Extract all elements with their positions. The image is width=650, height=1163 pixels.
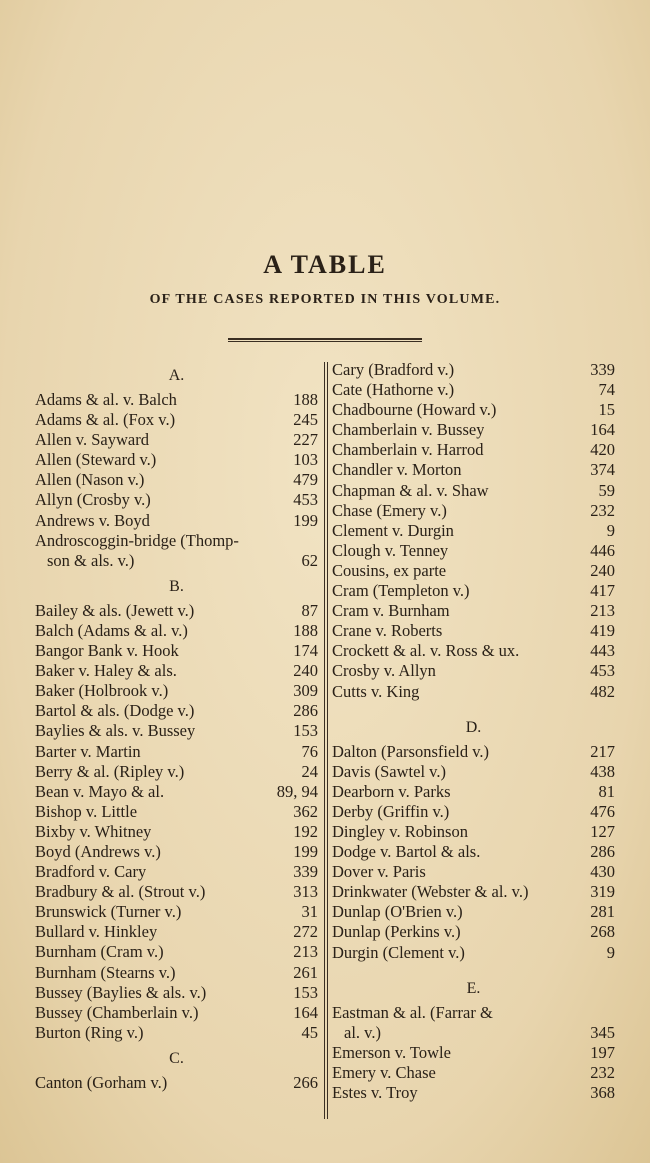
page-number: 153 — [293, 721, 318, 741]
table-entry — [332, 400, 615, 420]
case-name: Burton (Ring v.) — [35, 1022, 144, 1042]
table-entry — [332, 882, 615, 902]
table-entry — [332, 621, 615, 641]
page-number: 199 — [293, 510, 318, 530]
page-number: 419 — [590, 621, 615, 641]
table-entry — [35, 661, 318, 681]
case-name: Bartol & als. (Dodge v.) — [35, 701, 195, 721]
table-entry — [35, 822, 318, 842]
table-entry — [332, 641, 615, 661]
page-number: 482 — [590, 681, 615, 701]
case-name: Dunlap (Perkins v.) — [332, 922, 461, 942]
table-entry — [332, 601, 615, 621]
table-entry — [35, 963, 318, 983]
page-number: 62 — [301, 550, 318, 570]
case-name: Cram (Templeton v.) — [332, 581, 470, 601]
case-name: Adams & al. v. Balch — [35, 390, 177, 409]
table-entry — [332, 481, 615, 501]
table-entry — [332, 822, 615, 842]
title-rule — [228, 338, 422, 342]
table-entry — [332, 742, 615, 762]
case-name: Bradford v. Cary — [35, 862, 147, 882]
table-entry — [35, 701, 318, 721]
table-entry — [332, 802, 615, 822]
page-number: 345 — [590, 1022, 615, 1042]
case-name: Estes v. Troy — [332, 1083, 418, 1102]
case-name: Bailey & als. (Jewett v.) — [35, 600, 195, 620]
page-number: 9 — [606, 942, 615, 962]
table-entry — [35, 1023, 318, 1043]
page-number: 430 — [590, 862, 615, 882]
page-number: 199 — [293, 841, 318, 861]
case-name: Baker v. Haley & als. — [35, 661, 177, 681]
case-name: Chamberlain v. Bussey — [332, 420, 485, 440]
table-entry — [35, 390, 318, 410]
table-entry — [35, 862, 318, 882]
table-entry — [35, 882, 318, 902]
table-entry — [35, 842, 318, 862]
section-letter: B. — [169, 577, 184, 595]
case-name: Dover v. Paris — [332, 862, 426, 882]
table-entry — [332, 943, 615, 963]
case-name: Dingley v. Robinson — [332, 821, 468, 841]
page-number: 266 — [293, 1072, 318, 1092]
page-number: 213 — [293, 942, 318, 962]
table-entry — [332, 842, 615, 862]
case-name: Bussey (Baylies & als. v.) — [35, 982, 207, 1002]
table-entry — [35, 450, 318, 470]
table-entry — [35, 430, 318, 450]
page-number: 446 — [590, 540, 615, 560]
case-name: Eastman & al. (Farrar & — [332, 1002, 493, 1022]
page-number: 192 — [293, 821, 318, 841]
page-number: 45 — [301, 1022, 318, 1042]
table-entry — [332, 561, 615, 581]
column-divider — [324, 362, 325, 1119]
page-number: 476 — [590, 801, 615, 821]
table-entry — [332, 501, 615, 521]
case-name: Baylies & als. v. Bussey — [35, 721, 196, 741]
page-number: 479 — [293, 470, 318, 490]
case-name: Bishop v. Little — [35, 801, 138, 821]
case-name: Bean v. Mayo & al. — [35, 781, 165, 801]
case-name: Dunlap (O'Brien v.) — [332, 902, 463, 922]
case-name: Crane v. Roberts — [332, 621, 443, 641]
page-number: 240 — [590, 560, 615, 580]
case-name: Bixby v. Whitney — [35, 821, 152, 841]
table-entry — [35, 922, 318, 942]
case-name: Crosby v. Allyn — [332, 661, 436, 681]
page-number: 438 — [590, 761, 615, 781]
page-number: 164 — [590, 420, 615, 440]
table-entry — [332, 420, 615, 440]
page-number: 74 — [598, 380, 615, 400]
case-name-continued: al. v.) — [344, 1022, 381, 1042]
table-entry — [332, 380, 615, 400]
page-number: 417 — [590, 581, 615, 601]
table-entry — [35, 641, 318, 661]
section-letter: C. — [169, 1049, 184, 1067]
case-name: Bangor Bank v. Hook — [35, 641, 179, 661]
page-number: 286 — [293, 701, 318, 721]
case-name: Emery v. Chase — [332, 1062, 436, 1082]
table-entry — [332, 1043, 615, 1063]
case-name: Cary (Bradford v.) — [332, 360, 455, 379]
page-number: 313 — [293, 882, 318, 902]
page-number: 213 — [590, 601, 615, 621]
page-number: 453 — [293, 490, 318, 510]
table-entry — [332, 902, 615, 922]
page-number: 9 — [606, 520, 615, 540]
table-entry — [35, 721, 318, 741]
table-entry — [332, 862, 615, 882]
table-entry — [332, 682, 615, 702]
case-name: Cram v. Burnham — [332, 601, 450, 621]
case-name: Chamberlain v. Harrod — [332, 440, 484, 460]
case-name: Canton (Gorham v.) — [35, 1072, 168, 1092]
table-entry — [332, 661, 615, 681]
page-subtitle: OF THE CASES REPORTED IN THIS VOLUME. — [149, 292, 501, 307]
page-title: A TABLE — [263, 250, 387, 279]
case-name: Allen (Nason v.) — [35, 470, 145, 490]
page-number: 420 — [590, 440, 615, 460]
page-number: 232 — [590, 500, 615, 520]
case-name: Cate (Hathorne v.) — [332, 380, 455, 400]
page-number: 188 — [293, 620, 318, 640]
page-number: 217 — [590, 741, 615, 761]
table-entry — [332, 360, 615, 380]
table-entry — [35, 490, 318, 510]
table-entry — [35, 511, 318, 531]
page-number: 362 — [293, 801, 318, 821]
case-name: Crockett & al. v. Ross & ux. — [332, 641, 520, 661]
table-entry — [35, 470, 318, 490]
table-entry — [332, 440, 615, 460]
case-name: Chadbourne (Howard v.) — [332, 400, 497, 420]
case-name: Derby (Griffin v.) — [332, 801, 450, 821]
case-name: Cutts v. King — [332, 681, 420, 701]
page-number: 339 — [590, 360, 615, 379]
table-entry — [35, 551, 318, 571]
table-entry — [35, 742, 318, 762]
page-number: 24 — [301, 761, 318, 781]
table-entry — [332, 1083, 615, 1103]
page-number: 281 — [590, 902, 615, 922]
case-name: Baker (Holbrook v.) — [35, 681, 169, 701]
page-number: 261 — [293, 962, 318, 982]
page-number: 197 — [590, 1042, 615, 1062]
section-gap — [332, 702, 615, 712]
page-number: 174 — [293, 641, 318, 661]
case-name: Chandler v. Morton — [332, 460, 462, 480]
table-entry — [332, 762, 615, 782]
page-number: 164 — [293, 1002, 318, 1022]
table-entry — [35, 601, 318, 621]
case-name: Clough v. Tenney — [332, 540, 449, 560]
page-number: 339 — [293, 862, 318, 882]
section-gap — [332, 963, 615, 973]
table-entry — [332, 581, 615, 601]
page-number: 240 — [293, 661, 318, 681]
case-name: Balch (Adams & al. v.) — [35, 620, 188, 640]
case-name: Dearborn v. Parks — [332, 781, 451, 801]
case-name: Adams & al. (Fox v.) — [35, 410, 176, 430]
case-name: Davis (Sawtel v.) — [332, 761, 446, 781]
table-entry — [332, 922, 615, 942]
right-column — [332, 360, 615, 1103]
column-divider — [327, 362, 328, 1119]
case-name: Androscoggin-bridge (Thomp- — [35, 530, 239, 550]
page-number: 87 — [301, 600, 318, 620]
table-entry — [332, 1063, 615, 1083]
page-number: 76 — [301, 741, 318, 761]
case-name: Burnham (Cram v.) — [35, 942, 164, 962]
case-name: Dodge v. Bartol & als. — [332, 842, 481, 862]
page-number: 59 — [598, 480, 615, 500]
table-entry — [35, 410, 318, 430]
case-name: Allen (Steward v.) — [35, 450, 157, 470]
page-number: 89, 94 — [276, 781, 318, 801]
case-name: Chapman & al. v. Shaw — [332, 480, 489, 500]
table-entry — [332, 782, 615, 802]
case-name-continued: son & als. v.) — [47, 550, 135, 570]
table-entry — [332, 1023, 615, 1043]
case-name: Bradbury & al. (Strout v.) — [35, 882, 206, 902]
table-entry — [332, 541, 615, 561]
case-name: Dalton (Parsonsfield v.) — [332, 741, 490, 761]
page-number: 15 — [598, 400, 615, 420]
table-entry — [35, 1073, 318, 1093]
page-number: 453 — [590, 661, 615, 681]
table-entry — [35, 762, 318, 782]
section-letter: E. — [466, 979, 481, 997]
case-name: Bussey (Chamberlain v.) — [35, 1002, 199, 1022]
case-name: Chase (Emery v.) — [332, 500, 447, 520]
table-entry — [35, 802, 318, 822]
case-name: Emerson v. Towle — [332, 1042, 451, 1062]
section-letter: D. — [465, 718, 482, 736]
table-entry — [35, 1003, 318, 1023]
case-name: Boyd (Andrews v.) — [35, 841, 161, 861]
page-number: 309 — [293, 681, 318, 701]
page-number: 272 — [293, 922, 318, 942]
table-entry — [35, 681, 318, 701]
page-number: 268 — [590, 922, 615, 942]
case-name: Brunswick (Turner v.) — [35, 902, 182, 922]
table-entry — [332, 460, 615, 480]
case-name: Allyn (Crosby v.) — [35, 490, 151, 510]
section-letter: A. — [168, 367, 185, 384]
case-name: Burnham (Stearns v.) — [35, 962, 176, 982]
table-entry — [35, 621, 318, 641]
page-number: 374 — [590, 460, 615, 480]
case-name: Andrews v. Boyd — [35, 510, 150, 530]
page-number: 368 — [590, 1083, 615, 1102]
page-number: 227 — [293, 430, 318, 450]
table-entry — [35, 983, 318, 1003]
case-name: Allen v. Sayward — [35, 430, 149, 450]
page-number: 245 — [293, 410, 318, 430]
page-number: 232 — [590, 1062, 615, 1082]
table-entry — [35, 942, 318, 962]
case-name: Clement v. Durgin — [332, 520, 454, 540]
case-name: Berry & al. (Ripley v.) — [35, 761, 185, 781]
page-number: 81 — [598, 781, 615, 801]
case-name: Cousins, ex parte — [332, 560, 447, 580]
page-number: 443 — [590, 641, 615, 661]
table-entry — [332, 521, 615, 541]
case-name: Bullard v. Hinkley — [35, 922, 158, 942]
case-name: Durgin (Clement v.) — [332, 942, 465, 962]
page-number: 319 — [590, 882, 615, 902]
table-entry — [35, 782, 318, 802]
case-name: Drinkwater (Webster & al. v.) — [332, 882, 529, 902]
page-number: 103 — [293, 450, 318, 470]
left-column — [35, 360, 318, 1093]
page-number: 188 — [293, 390, 318, 409]
page-number: 153 — [293, 982, 318, 1002]
page-number: 286 — [590, 842, 615, 862]
case-name: Barter v. Martin — [35, 741, 141, 761]
page-number: 127 — [590, 821, 615, 841]
page-number: 31 — [301, 902, 318, 922]
table-entry — [35, 902, 318, 922]
